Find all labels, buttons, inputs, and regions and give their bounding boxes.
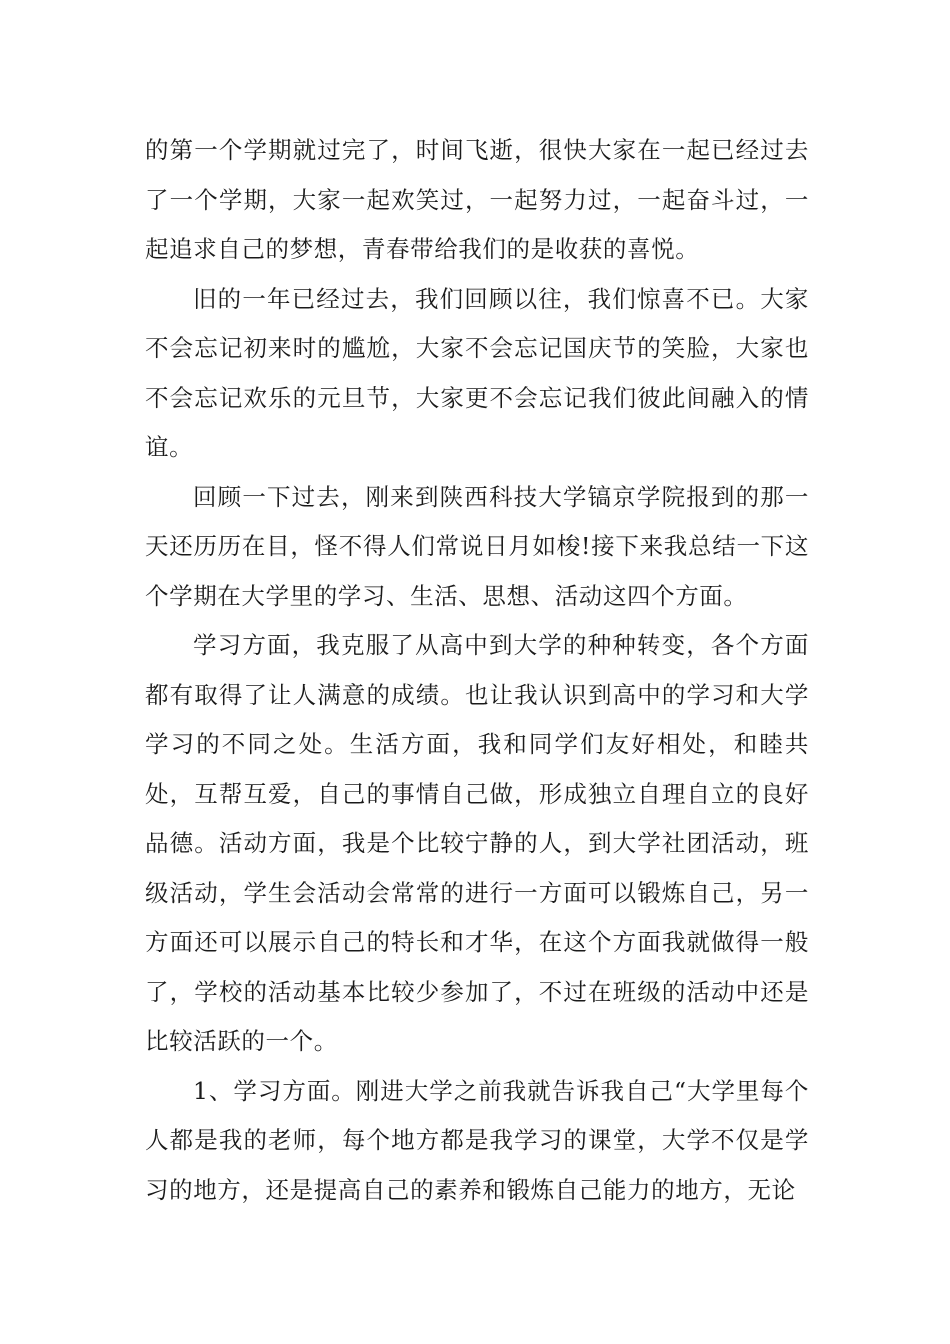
paragraph-2: 旧的一年已经过去，我们回顾以往，我们惊喜不已。大家不会忘记初来时的尴尬，大家不会忘记国庆节的笑脸，大家也不会忘记欢乐的元旦节，大家更不会忘记我们彼此间融入的情谊。 bbox=[145, 284, 809, 461]
paragraph-4: 学习方面，我克服了从高中到大学的种种转变，各个方面都有取得了让人满意的成绩。也让我认识到高中的学习和大学学习的不同之处。生活方面，我和同学们友好相处，和睦共处，互帮互爱，自己的事情自己做，形成独立自理自立的良好品德。活动方面，我是个比较宁静的人，到大学社团活动，班级活动，学生会活动会常常的进行一方面可以锻炼自己，另一方面还可以展示自己的特长和才华，在这个方面我就做得一般了，学校的活动基本比较少参加了，不过在班级的活动中还是比较活跃的一个。 bbox=[145, 631, 809, 1055]
paragraph-5: 1、学习方面。刚进大学之前我就告诉我自己“大学里每个人都是我的老师，每个地方都是我学习的课堂，大学不仅是学习的地方，还是提高自己的素养和锻炼自己能力的地方，无论 bbox=[145, 1076, 809, 1204]
paragraph-1: 的第一个学期就过完了，时间飞逝，很快大家在一起已经过去了一个学期，大家一起欢笑过，一起努力过，一起奋斗过，一起追求自己的梦想，青春带给我们的是收获的喜悦。 bbox=[145, 136, 809, 263]
paragraph-3: 回顾一下过去，刚来到陕西科技大学镐京学院报到的那一天还历历在目，怪不得人们常说日月如梭!接下来我总结一下这个学期在大学里的学习、生活、思想、活动这四个方面。 bbox=[145, 482, 809, 610]
document-body bbox=[145, 126, 809, 1215]
